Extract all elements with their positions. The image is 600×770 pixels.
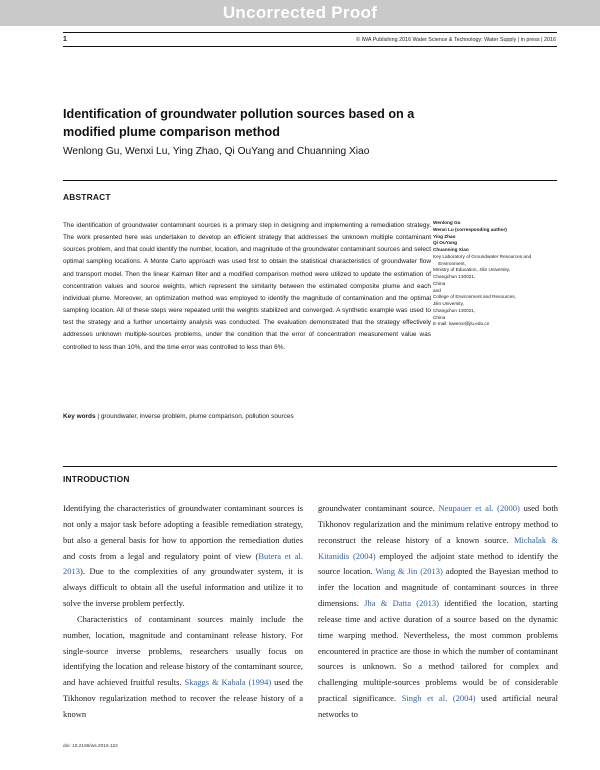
text: used both Tikhonov regularization and the minimum relative entropy method to reconstruct the release history of a known source. — [318, 503, 559, 545]
affiliation-author: Qi OuYang — [433, 240, 457, 246]
affiliation-line: Key Laboratory of Groundwater Resources and — [433, 253, 532, 259]
text: used the Tikhonov regularization method to recover the release history of a known — [63, 677, 303, 719]
abstract-body: The identification of groundwater contaminant sources is a primary step in designing and implementing a remediation strategy. The work presented here was undertaken to develop an efficient strategy that addresses the unknown multiple contaminant sources problem, and that could identify the number, location, and magnitude of the groundwater contaminant sources and select optimal sampling locations. A Monte Carlo approach was used first to obtain the statistical characteristics of groundwater flow and transport model. Then the linear Kalman filter and a modified comparison method were utilized to update the estimation of concentration values and source weights, which represent the similarity between the estimated composite plume and each individual plume. Moreover, an optimization method was employed to identify the magnitude of contamination and the optimal sampling location. All of these steps were repeated until the weights stabilized and converged. A synthetic example was used to test the strategy and a further uncertainty analysis was conducted. The evaluation demonstrated that the strategy effectively addresses unknown multiple-sources problems, under the condition that the error of concentration measurement value was controlled to less than 10%, and the time error was controlled to less than 6%. — [63, 222, 431, 351]
paragraph — [63, 612, 303, 723]
text: ). Due to the complexities of any groundwater system, it is always difficult to obtain all the useful information and utilize it to solve the inverse problem perfectly. — [63, 566, 303, 609]
introduction-left-column — [63, 501, 303, 723]
affiliation-line: and — [433, 287, 441, 293]
article-title: Identification of groundwater pollution sources based on a modified plume comparison method — [63, 107, 415, 139]
author-affiliations — [433, 220, 563, 328]
affiliation-author: Wenlong Gu — [433, 220, 461, 225]
text: Characteristics of contaminant sources mainly include the number, location, magnitude and contaminant release history. For single-source inverse problems, researchers usually focus on identifying the location and release history of the contaminant source, and have achieved fruitful results. — [63, 613, 303, 688]
affiliation-line: Jilin University, — [433, 301, 464, 306]
doi[interactable]: doi: 10.2166/ws.2016.122 — [63, 744, 118, 749]
abstract-rule — [63, 180, 557, 181]
abstract-heading: ABSTRACT — [63, 192, 111, 202]
banner-text: Uncorrected Proof — [222, 3, 378, 22]
paragraph — [63, 501, 303, 612]
citation-link[interactable]: Singh et al. (2004) — [401, 693, 476, 704]
text: Identifying the characteristics of groundwater contaminant sources is not only a major task before adopting a feasible remediation strategy, but also a general basis for how to apportion the remediation duties and costs from a legal and regulatory point of view ( — [63, 503, 303, 561]
header-bottom-rule — [63, 46, 557, 47]
citation-link[interactable]: Michalak & Kitanidis (2004) — [318, 534, 558, 561]
affiliation-line: Environment, — [433, 260, 466, 266]
affiliation-line: Changchun 130021, — [433, 307, 476, 313]
keywords-label: Key words — [63, 413, 96, 420]
running-header: © IWA Publishing 2016 Water Science & Technology: Water Supply | in press | 2016 — [356, 37, 556, 43]
affiliation-line: China — [433, 280, 446, 286]
text: identified the location, starting release time and active duration of a source based on the dynamic time warping method. Nevertheless, the most common problems encountered in practice are those in which the number of contaminant sources is unknown. So a method tailored for complex and challenging multiple-sources problems would be of considerable practical significance. — [318, 598, 558, 704]
affiliation-line: Ministry of Education, Jilin University, — [433, 267, 511, 273]
uncorrected-proof-banner — [0, 0, 600, 26]
text: employed the adjoint state method to identify the source location. — [318, 550, 558, 577]
citation-link[interactable]: Jha & Datta (2013) — [364, 598, 439, 609]
citation-link[interactable]: Butera et al. 2013 — [63, 550, 303, 577]
article-authors: Wenlong Gu, Wenxi Lu, Ying Zhao, Qi OuYang and Chuanning Xiao — [63, 146, 370, 157]
text: adopted the Bayesian method to infer the location and magnitude of contaminant sources in three dimensions. — [318, 566, 558, 609]
affiliation-line: College of Environment and Resources, — [433, 294, 516, 300]
introduction-right-column — [318, 501, 558, 723]
header-top-rule — [63, 32, 557, 33]
text: groundwater contaminant source. — [318, 503, 439, 513]
page-number: 1 — [63, 36, 67, 43]
keywords — [63, 413, 294, 420]
affiliation-author: Ying Zhao — [433, 233, 456, 239]
keywords-list: | groundwater, inverse problem, plume comparison, pollution sources — [97, 413, 294, 420]
introduction-heading: INTRODUCTION — [63, 474, 130, 484]
affiliation-author: Wenxi Lu (corresponding author) — [433, 226, 507, 232]
affiliation-email: E-mail: luwenxi@jlu.edu.cn — [433, 321, 490, 327]
paragraph — [318, 501, 558, 723]
citation-link[interactable]: Skaggs & Kabala (1994) — [184, 677, 272, 688]
citation-link[interactable]: Neupauer et al. (2000) — [438, 503, 520, 513]
introduction-rule — [63, 466, 557, 467]
citation-link[interactable]: Wang & Jin (2013) — [375, 566, 443, 577]
affiliation-line: Changchun 130021, — [433, 274, 476, 279]
affiliation-line: China — [433, 314, 446, 320]
text: used artificial neural networks to — [318, 693, 558, 719]
affiliation-author: Chuanning Xiao — [433, 247, 469, 252]
